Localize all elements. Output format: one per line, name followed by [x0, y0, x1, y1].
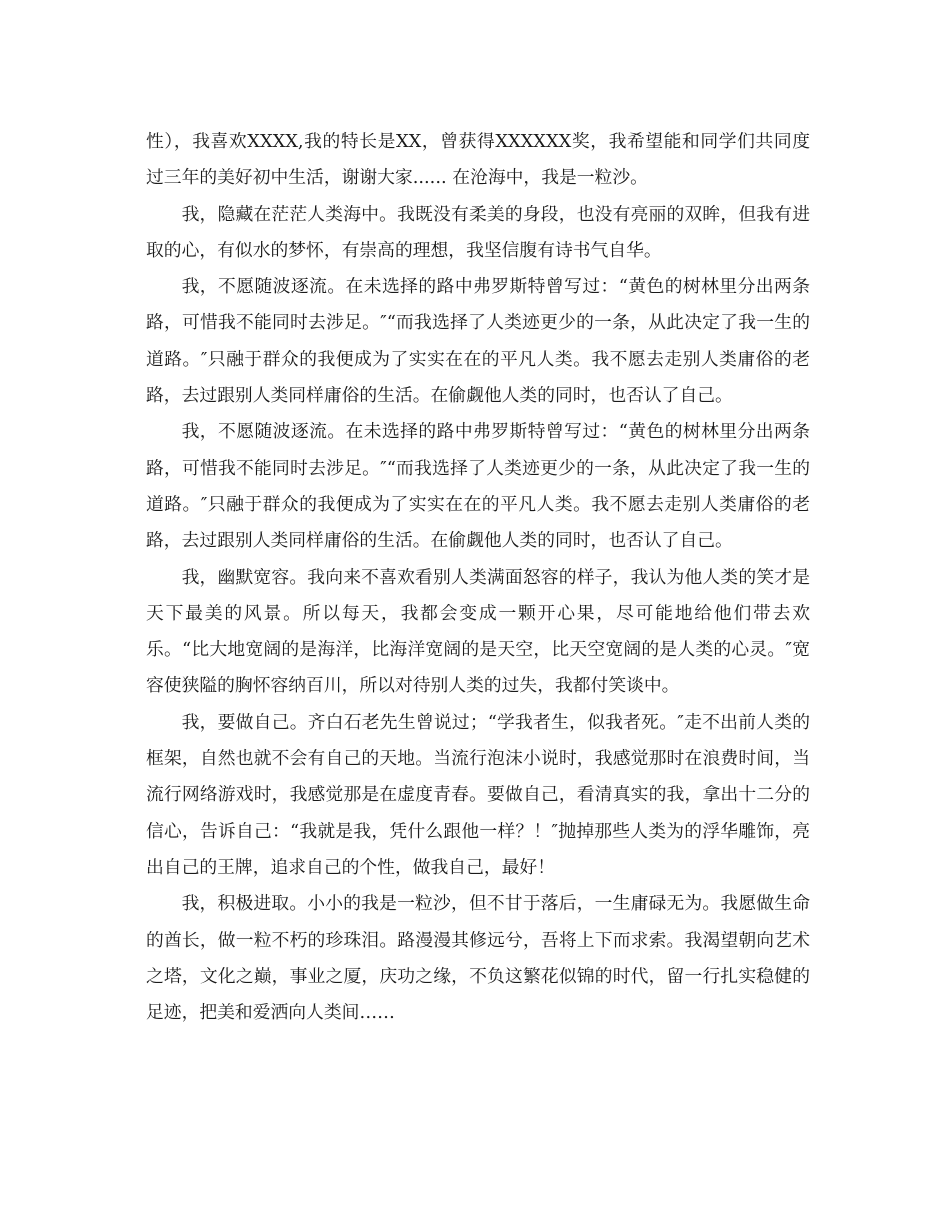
paragraph-5: 我，幽默宽容。我向来不喜欢看别人类满面怒容的样子，我认为他人类的笑才是天下最美的风景。所以每天，我都会变成一颗开心果，尽可能地给他们带去欢乐。“比大地宽阔的是海洋，比海洋宽阔的是天空，比天空宽阔的是人类的心灵。″宽容使狭隘的胸怀容纳百川，所以对待别人类的过失，我都付笑谈中。: [146, 566, 810, 697]
paragraph-6: 我，要做自己。齐白石老先生曾说过；“学我者生，似我者死。″走不出前人类的框架，自然也就不会有自己的天地。当流行泡沫小说时，我感觉那时在浪费时间，当流行网络游戏时，我感觉那是在虚度青春。要做自己，看清真实的我，拿出十二分的信心，告诉自己：“我就是我，凭什么跟他一样？！″抛掉那些人类为的浮华雕饰，亮出自己的王牌，追求自己的个性，做我自己，最好！: [146, 711, 810, 878]
paragraph-2: 我，隐藏在茫茫人类海中。我既没有柔美的身段，也没有亮丽的双眸，但我有进取的心，有似水的梦怀，有崇高的理想，我坚信腹有诗书气自华。: [146, 203, 810, 261]
paragraph-1: 性），我喜欢XXXX,我的特长是XX，曾获得XXXXXX奖，我希望能和同学们共同度过三年的美好初中生活，谢谢大家...... 在沧海中，我是一粒沙。: [146, 131, 810, 189]
document-body: [146, 124, 810, 1031]
paragraph-4: 我，不愿随波逐流。在未选择的路中弗罗斯特曾写过：“黄色的树林里分出两条路，可惜我不能同时去涉足。″“而我选择了人类迹更少的一条，从此决定了我一生的道路。″只融于群众的我便成为了实实在在的平凡人类。我不愿去走别人类庸俗的老路，去过跟别人类同样庸俗的生活。在偷觑他人类的同时，也否认了自己。: [146, 421, 810, 552]
paragraph-3: 我，不愿随波逐流。在未选择的路中弗罗斯特曾写过：“黄色的树林里分出两条路，可惜我不能同时去涉足。″“而我选择了人类迹更少的一条，从此决定了我一生的道路。″只融于群众的我便成为了实实在在的平凡人类。我不愿去走别人类庸俗的老路，去过跟别人类同样庸俗的生活。在偷觑他人类的同时，也否认了自己。: [146, 276, 810, 407]
paragraph-7: 我，积极进取。小小的我是一粒沙，但不甘于落后，一生庸碌无为。我愿做生命的酋长，做一粒不朽的珍珠泪。路漫漫其修远兮，吾将上下而求索。我渴望朝向艺术之塔，文化之巅，事业之厦，庆功之缘，不负这繁花似锦的时代，留一行扎实稳健的足迹，把美和爱洒向人类间……: [146, 893, 810, 1024]
